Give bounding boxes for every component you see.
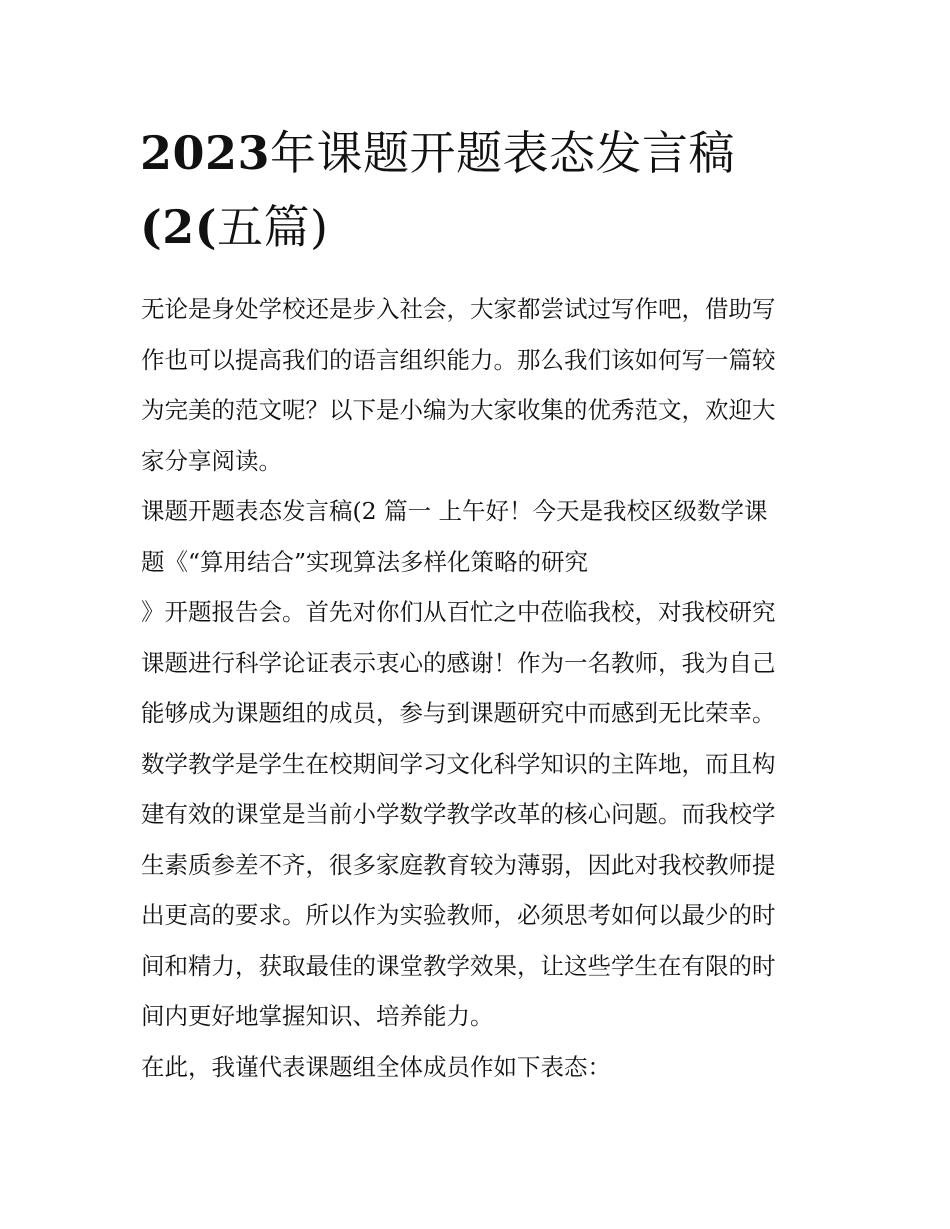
- title-year: 2023: [140, 126, 271, 180]
- paragraph-speech: [141, 486, 821, 1042]
- document-body: [141, 284, 821, 1092]
- title-line-2: [140, 190, 820, 264]
- text-line: 》开题报告会。首先对你们从百忙之中莅临我校，对我校研究: [141, 598, 776, 626]
- text-line: 无论是身处学校还是步入社会，大家都尝试过写作吧，借助写: [141, 295, 776, 323]
- text-line: 题《“算用结合”实现算法多样化策略的研究: [141, 547, 589, 576]
- title-text-1: 年课题开题表态发言稿: [270, 126, 736, 180]
- title-text-2: 五篇): [217, 200, 329, 254]
- text-line: 为完美的范文呢？以下是小编为大家收集的优秀范文，欢迎大: [141, 396, 776, 424]
- title-suffix-num: (2(: [140, 200, 218, 254]
- title-line-1: [140, 116, 820, 190]
- text-line: 在此，我谨代表课题组全体成员作如下表态：: [141, 1052, 611, 1081]
- document-title: [140, 116, 820, 264]
- text-line: 间和精力，获取最佳的课堂教学效果，让这些学生在有限的时: [141, 951, 776, 980]
- text-line: 家分享阅读。: [141, 446, 282, 475]
- text-line: 课题开题表态发言稿(2 篇一 上午好！今天是我校区级数学课: [141, 497, 768, 525]
- text-line: 出更高的要求。所以作为实验教师，必须思考如何以最少的时: [141, 901, 776, 929]
- text-line: 能够成为课题组的成员，参与到课题研究中而感到无比荣幸。: [141, 699, 776, 727]
- text-line: 数学教学是学生在校期间学习文化科学知识的主阵地，而且构: [141, 749, 776, 778]
- text-line: 间内更好地掌握知识、培养能力。: [141, 1002, 494, 1030]
- paragraph-statement: [141, 1042, 821, 1093]
- paragraph-intro: [141, 284, 821, 486]
- text-line: 作也可以提高我们的语言组织能力。那么我们该如何写一篇较: [141, 345, 776, 374]
- text-line: 生素质参差不齐，很多家庭教育较为薄弱，因此对我校教师提: [141, 850, 776, 879]
- text-line: 建有效的课堂是当前小学数学教学改革的核心问题。而我校学: [141, 800, 776, 828]
- text-line: 课题进行科学论证表示衷心的感谢！作为一名教师，我为自己: [141, 648, 776, 677]
